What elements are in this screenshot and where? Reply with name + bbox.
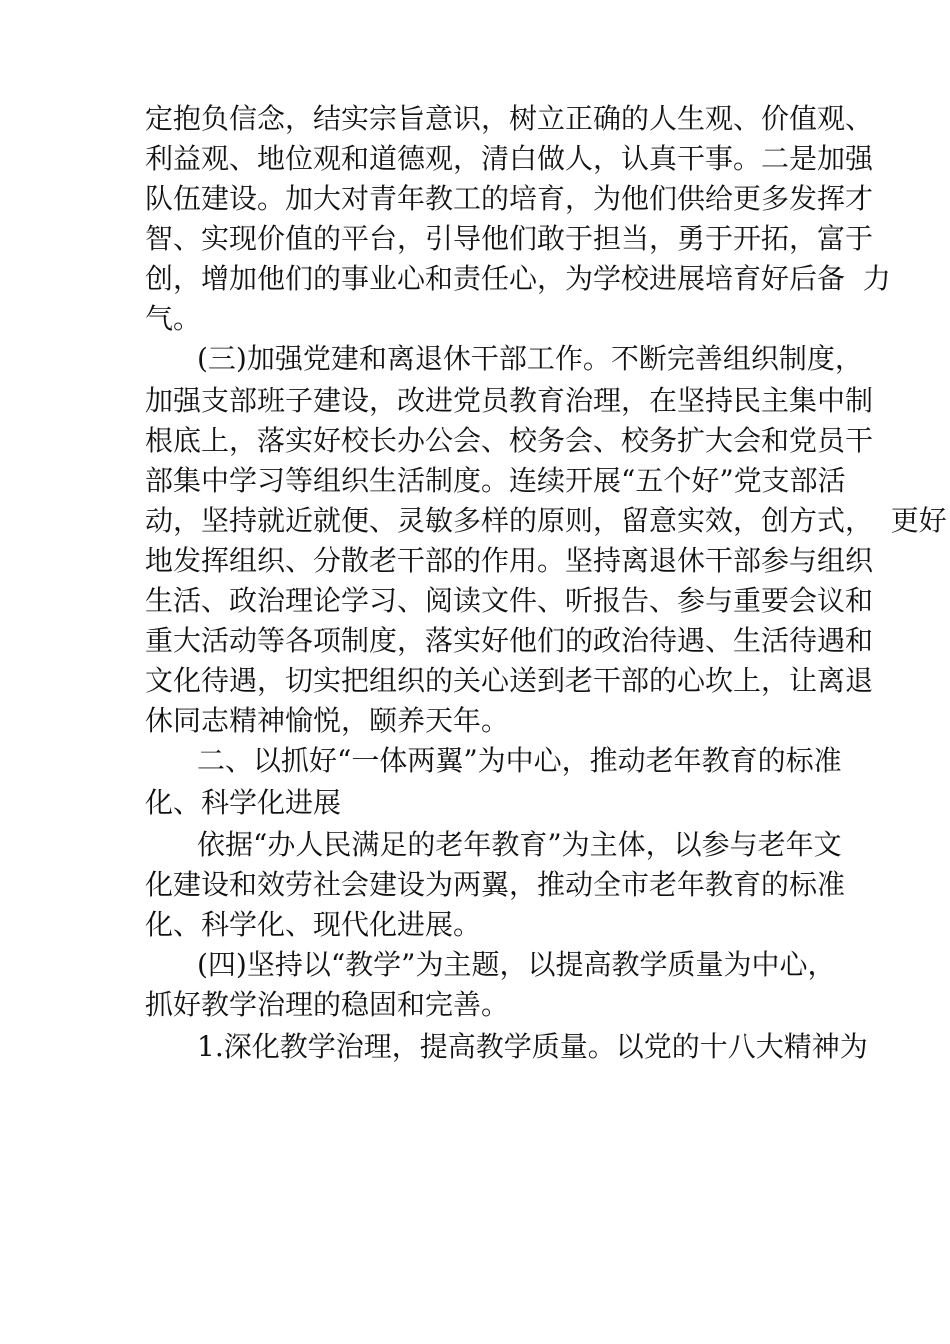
text-line: 创，增加他们的事业心和责任心，为学校进展培育好后备 力: [145, 262, 891, 295]
text-line: 文化待遇，切实把组织的关心送到老干部的心坎上，让离退: [145, 664, 874, 697]
text-line: 队伍建设。加大对青年教工的培育，为他们供给更多发挥才: [145, 182, 874, 215]
text-line: 智、实现价值的平台，引导他们敢于担当，勇于开拓，富于: [145, 222, 874, 255]
text-line: 地发挥组织、分散老干部的作用。坚持离退休干部参与组织: [145, 544, 874, 577]
text-line: 休同志精神愉悦，颐养天年。: [145, 704, 510, 737]
text-line: 抓好教学治理的稳固和完善。: [145, 988, 510, 1021]
text-line: 定抱负信念，结实宗旨意识，树立正确的人生观、价值观、: [145, 102, 874, 135]
text-line: 化、科学化进展: [145, 786, 342, 819]
paragraph-start: 依据“办人民满足的老年教育”为主体，以参与老年文: [197, 828, 842, 861]
section-heading: (四)坚持以“教学”为主题，以提高教学质量为中心，: [197, 948, 836, 981]
paragraph-start: 1.深化教学治理，提高教学质量。以党的十八大精神为: [197, 1030, 868, 1063]
text-line: 化建设和效劳社会建设为两翼，推动全市老年教育的标准: [145, 868, 846, 901]
section-heading: 二、以抓好“一体两翼”为中心，推动老年教育的标准: [197, 744, 842, 777]
text-line: 气。: [145, 302, 202, 335]
text-line: 重大活动等各项制度，落实好他们的政治待遇、生活待遇和: [145, 624, 874, 657]
text-line: 生活、政治理论学习、阅读文件、听报告、参与重要会议和: [145, 584, 874, 617]
text-line: 加强支部班子建设，改进党员教育治理，在坚持民主集中制: [145, 384, 874, 417]
text-line: 根底上，落实好校长办公会、校务会、校务扩大会和党员干: [145, 424, 874, 457]
text-line: 部集中学习等组织生活制度。连续开展“五个好”党支部活: [145, 464, 846, 497]
text-line: 化、科学化、现代化进展。: [145, 908, 482, 941]
text-line: 利益观、地位观和道德观，清白做人，认真干事。二是加强: [145, 142, 874, 175]
section-heading: (三)加强党建和离退休干部工作。不断完善组织制度，: [197, 342, 863, 375]
text-line: 动，坚持就近就便、灵敏多样的原则，留意实效，创方式， 更好: [145, 504, 947, 537]
